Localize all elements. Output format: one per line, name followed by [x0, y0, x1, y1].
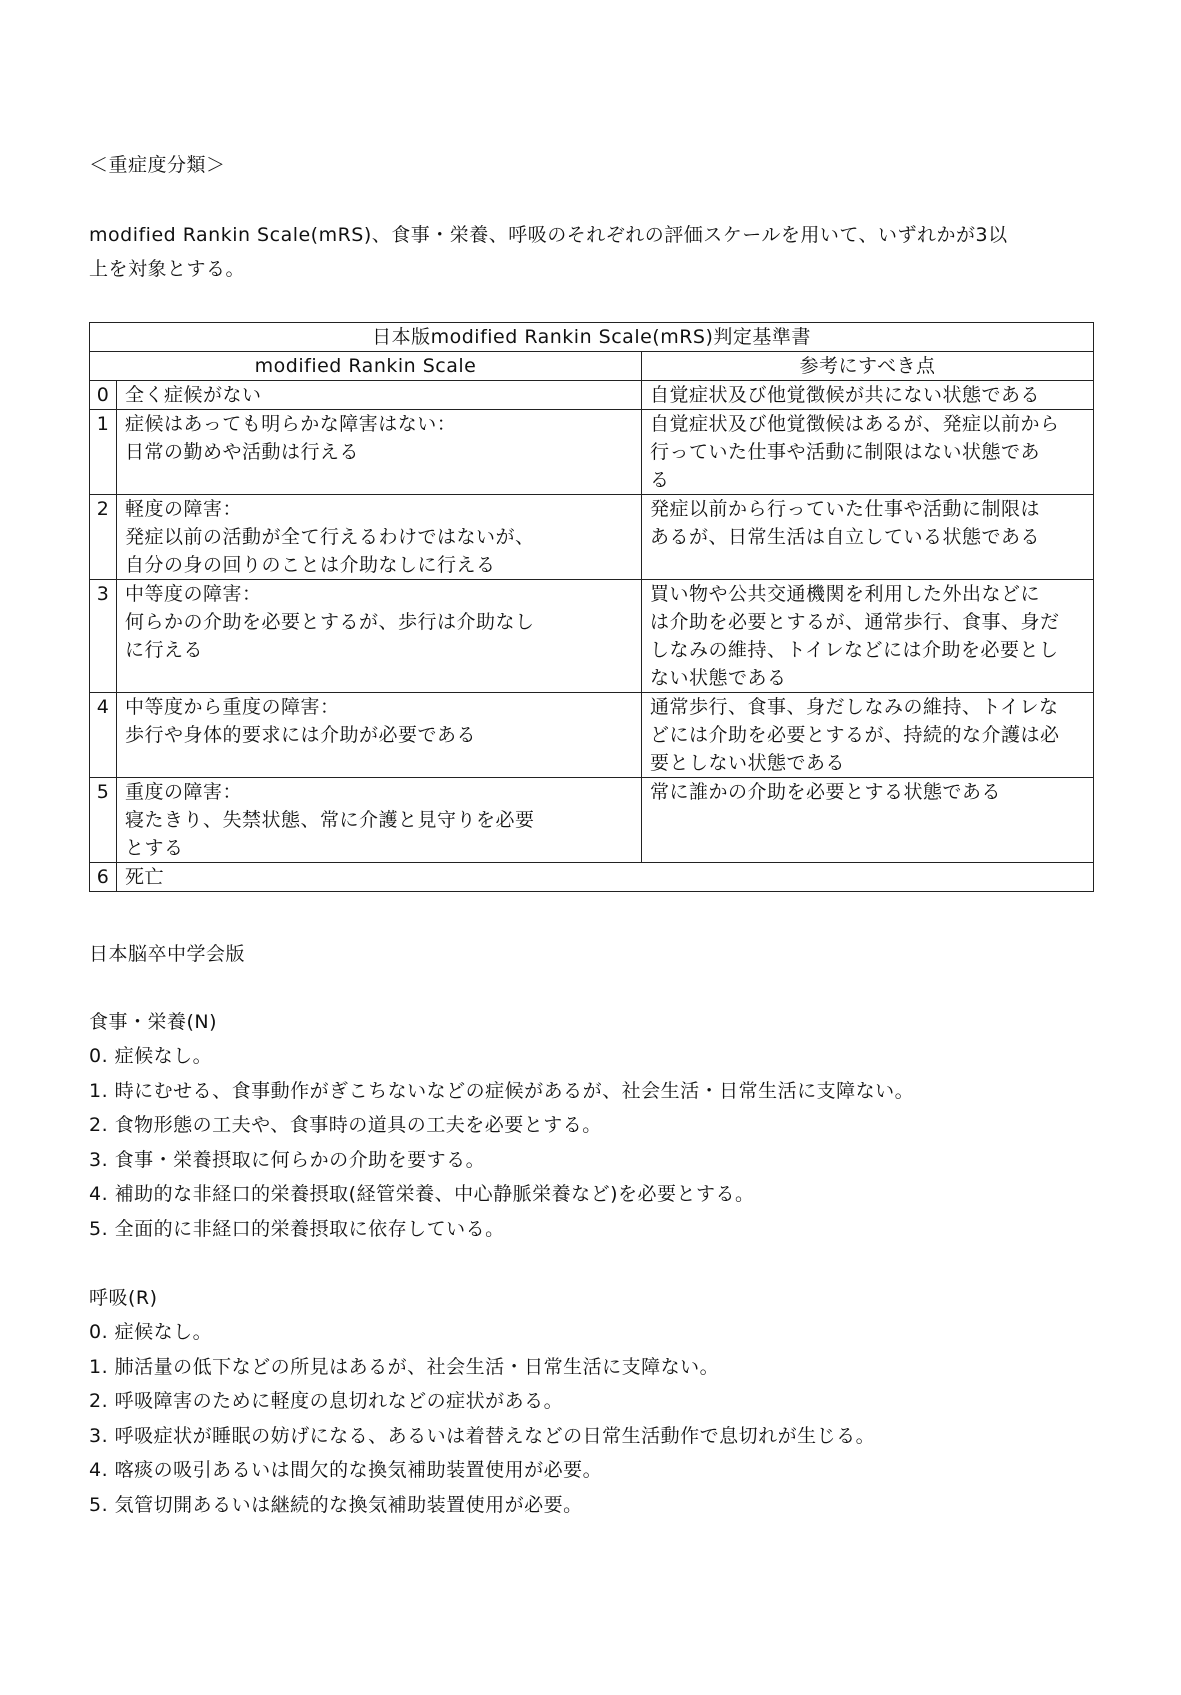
description-line: 日常の勤めや活動は行える — [125, 441, 360, 463]
respiration-list — [89, 1315, 875, 1522]
grade-cell: 5 — [90, 778, 117, 863]
table-row — [90, 863, 1094, 892]
description-line: 発症以前の活動が全て行えるわけではないが、 — [125, 526, 535, 548]
reference-line: 発症以前から行っていた仕事や活動に制限は — [650, 498, 1041, 520]
description-cell — [117, 495, 642, 580]
grade-cell: 4 — [90, 693, 117, 778]
reference-line: 買い物や公共交通機関を利用した外出などに — [650, 583, 1041, 605]
grade-cell: 1 — [90, 410, 117, 495]
column-header-reference: 参考にすべき点 — [642, 352, 1094, 381]
grade-cell: 2 — [90, 495, 117, 580]
reference-cell — [642, 778, 1094, 863]
column-header-scale: modified Rankin Scale — [90, 352, 642, 381]
reference-cell — [642, 495, 1094, 580]
description-cell — [117, 778, 642, 863]
description-line: 歩行や身体的要求には介助が必要である — [125, 724, 477, 746]
list-item: 2. 食物形態の工夫や、食事時の道具の工夫を必要とする。 — [89, 1114, 602, 1136]
list-item: 1. 肺活量の低下などの所見はあるが、社会生活・日常生活に支障ない。 — [89, 1355, 720, 1378]
grade-cell: 3 — [90, 580, 117, 693]
description-line: 自分の身の回りのことは介助なしに行える — [125, 554, 496, 576]
reference-cell — [642, 410, 1094, 495]
reference-cell — [642, 693, 1094, 778]
description-cell — [117, 410, 642, 495]
reference-line: あるが、日常生活は自立している状態である — [650, 526, 1041, 548]
reference-line: ない状態である — [650, 667, 787, 689]
grade-cell: 0 — [90, 381, 117, 410]
reference-line: しなみの維持、トイレなどには介助を必要とし — [650, 639, 1059, 661]
description-cell — [117, 863, 1094, 892]
reference-cell — [642, 580, 1094, 693]
list-item: 4. 補助的な非経口的栄養摂取(経管栄養、中心静脈栄養など)を必要とする。 — [89, 1183, 755, 1205]
reference-line: 行っていた仕事や活動に制限はない状態であ — [650, 441, 1041, 463]
respiration-title: 呼吸(R) — [89, 1287, 158, 1309]
description-line: に行える — [125, 639, 204, 661]
description-cell — [117, 381, 642, 410]
table-row — [90, 495, 1094, 580]
description-line: 寝たきり、失禁状態、常に介護と見守りを必要 — [125, 809, 535, 831]
description-line: 全く症候がない — [125, 384, 262, 406]
reference-line: 常に誰かの介助を必要とする状態である — [650, 781, 1002, 803]
description-line: 重度の障害： — [125, 781, 243, 803]
description-line: 死亡 — [125, 866, 165, 888]
reference-cell — [642, 381, 1094, 410]
list-item: 5. 全面的に非経口的栄養摂取に依存している。 — [89, 1217, 505, 1240]
description-line: 中等度から重度の障害： — [125, 696, 340, 718]
intro-paragraph — [89, 218, 1089, 286]
description-cell — [117, 580, 642, 693]
list-item: 1. 時にむせる、食事動作がぎこちないなどの症候があるが、社会生活・日常生活に支障ない。 — [89, 1079, 915, 1102]
list-item: 0. 症候なし。 — [89, 1045, 213, 1067]
intro-line: 上を対象とする。 — [89, 258, 246, 280]
reference-line: は介助を必要とするが、通常歩行、食事、身だ — [650, 611, 1060, 633]
description-line: 中等度の障害： — [125, 583, 262, 605]
nutrition-list — [89, 1039, 914, 1246]
list-item: 0. 症候なし。 — [89, 1321, 213, 1343]
table-row — [90, 410, 1094, 495]
reference-line: 要としない状態である — [650, 752, 846, 774]
table-row — [90, 778, 1094, 863]
intro-line: modified Rankin Scale(mRS)、食事・栄養、呼吸のそれぞれの評価スケールを用いて、いずれかが3以 — [89, 224, 1008, 246]
mrs-table — [89, 322, 1094, 892]
description-line: 症候はあっても明らかな障害はない： — [125, 413, 457, 435]
table-row — [90, 580, 1094, 693]
reference-line: る — [650, 469, 670, 491]
source-note: 日本脳卒中学会版 — [89, 943, 246, 965]
grade-cell: 6 — [90, 863, 117, 892]
mrs-table-title: 日本版modified Rankin Scale(mRS)判定基準書 — [90, 323, 1094, 352]
description-line: とする — [125, 837, 184, 859]
description-line: 軽度の障害： — [125, 498, 243, 520]
section-heading: ＜重症度分類＞ — [89, 154, 226, 176]
list-item: 3. 呼吸症状が睡眠の妨げになる、あるいは着替えなどの日常生活動作で息切れが生じる。 — [89, 1424, 876, 1447]
nutrition-title: 食事・栄養(N) — [89, 1011, 218, 1033]
reference-line: どには介助を必要とするが、持続的な介護は必 — [650, 724, 1060, 746]
list-item: 2. 呼吸障害のために軽度の息切れなどの症状がある。 — [89, 1390, 564, 1412]
list-item: 5. 気管切開あるいは継続的な換気補助装置使用が必要。 — [89, 1493, 583, 1516]
description-cell — [117, 693, 642, 778]
table-row — [90, 381, 1094, 410]
list-item: 4. 喀痰の吸引あるいは間欠的な換気補助装置使用が必要。 — [89, 1459, 603, 1481]
reference-line: 通常歩行、食事、身だしなみの維持、トイレな — [650, 696, 1059, 718]
reference-line: 自覚症状及び他覚徴候はあるが、発症以前から — [650, 413, 1060, 435]
reference-line: 自覚症状及び他覚徴候が共にない状態である — [650, 384, 1041, 406]
description-line: 何らかの介助を必要とするが、歩行は介助なし — [125, 611, 535, 633]
table-row — [90, 693, 1094, 778]
list-item: 3. 食事・栄養摂取に何らかの介助を要する。 — [89, 1148, 486, 1171]
